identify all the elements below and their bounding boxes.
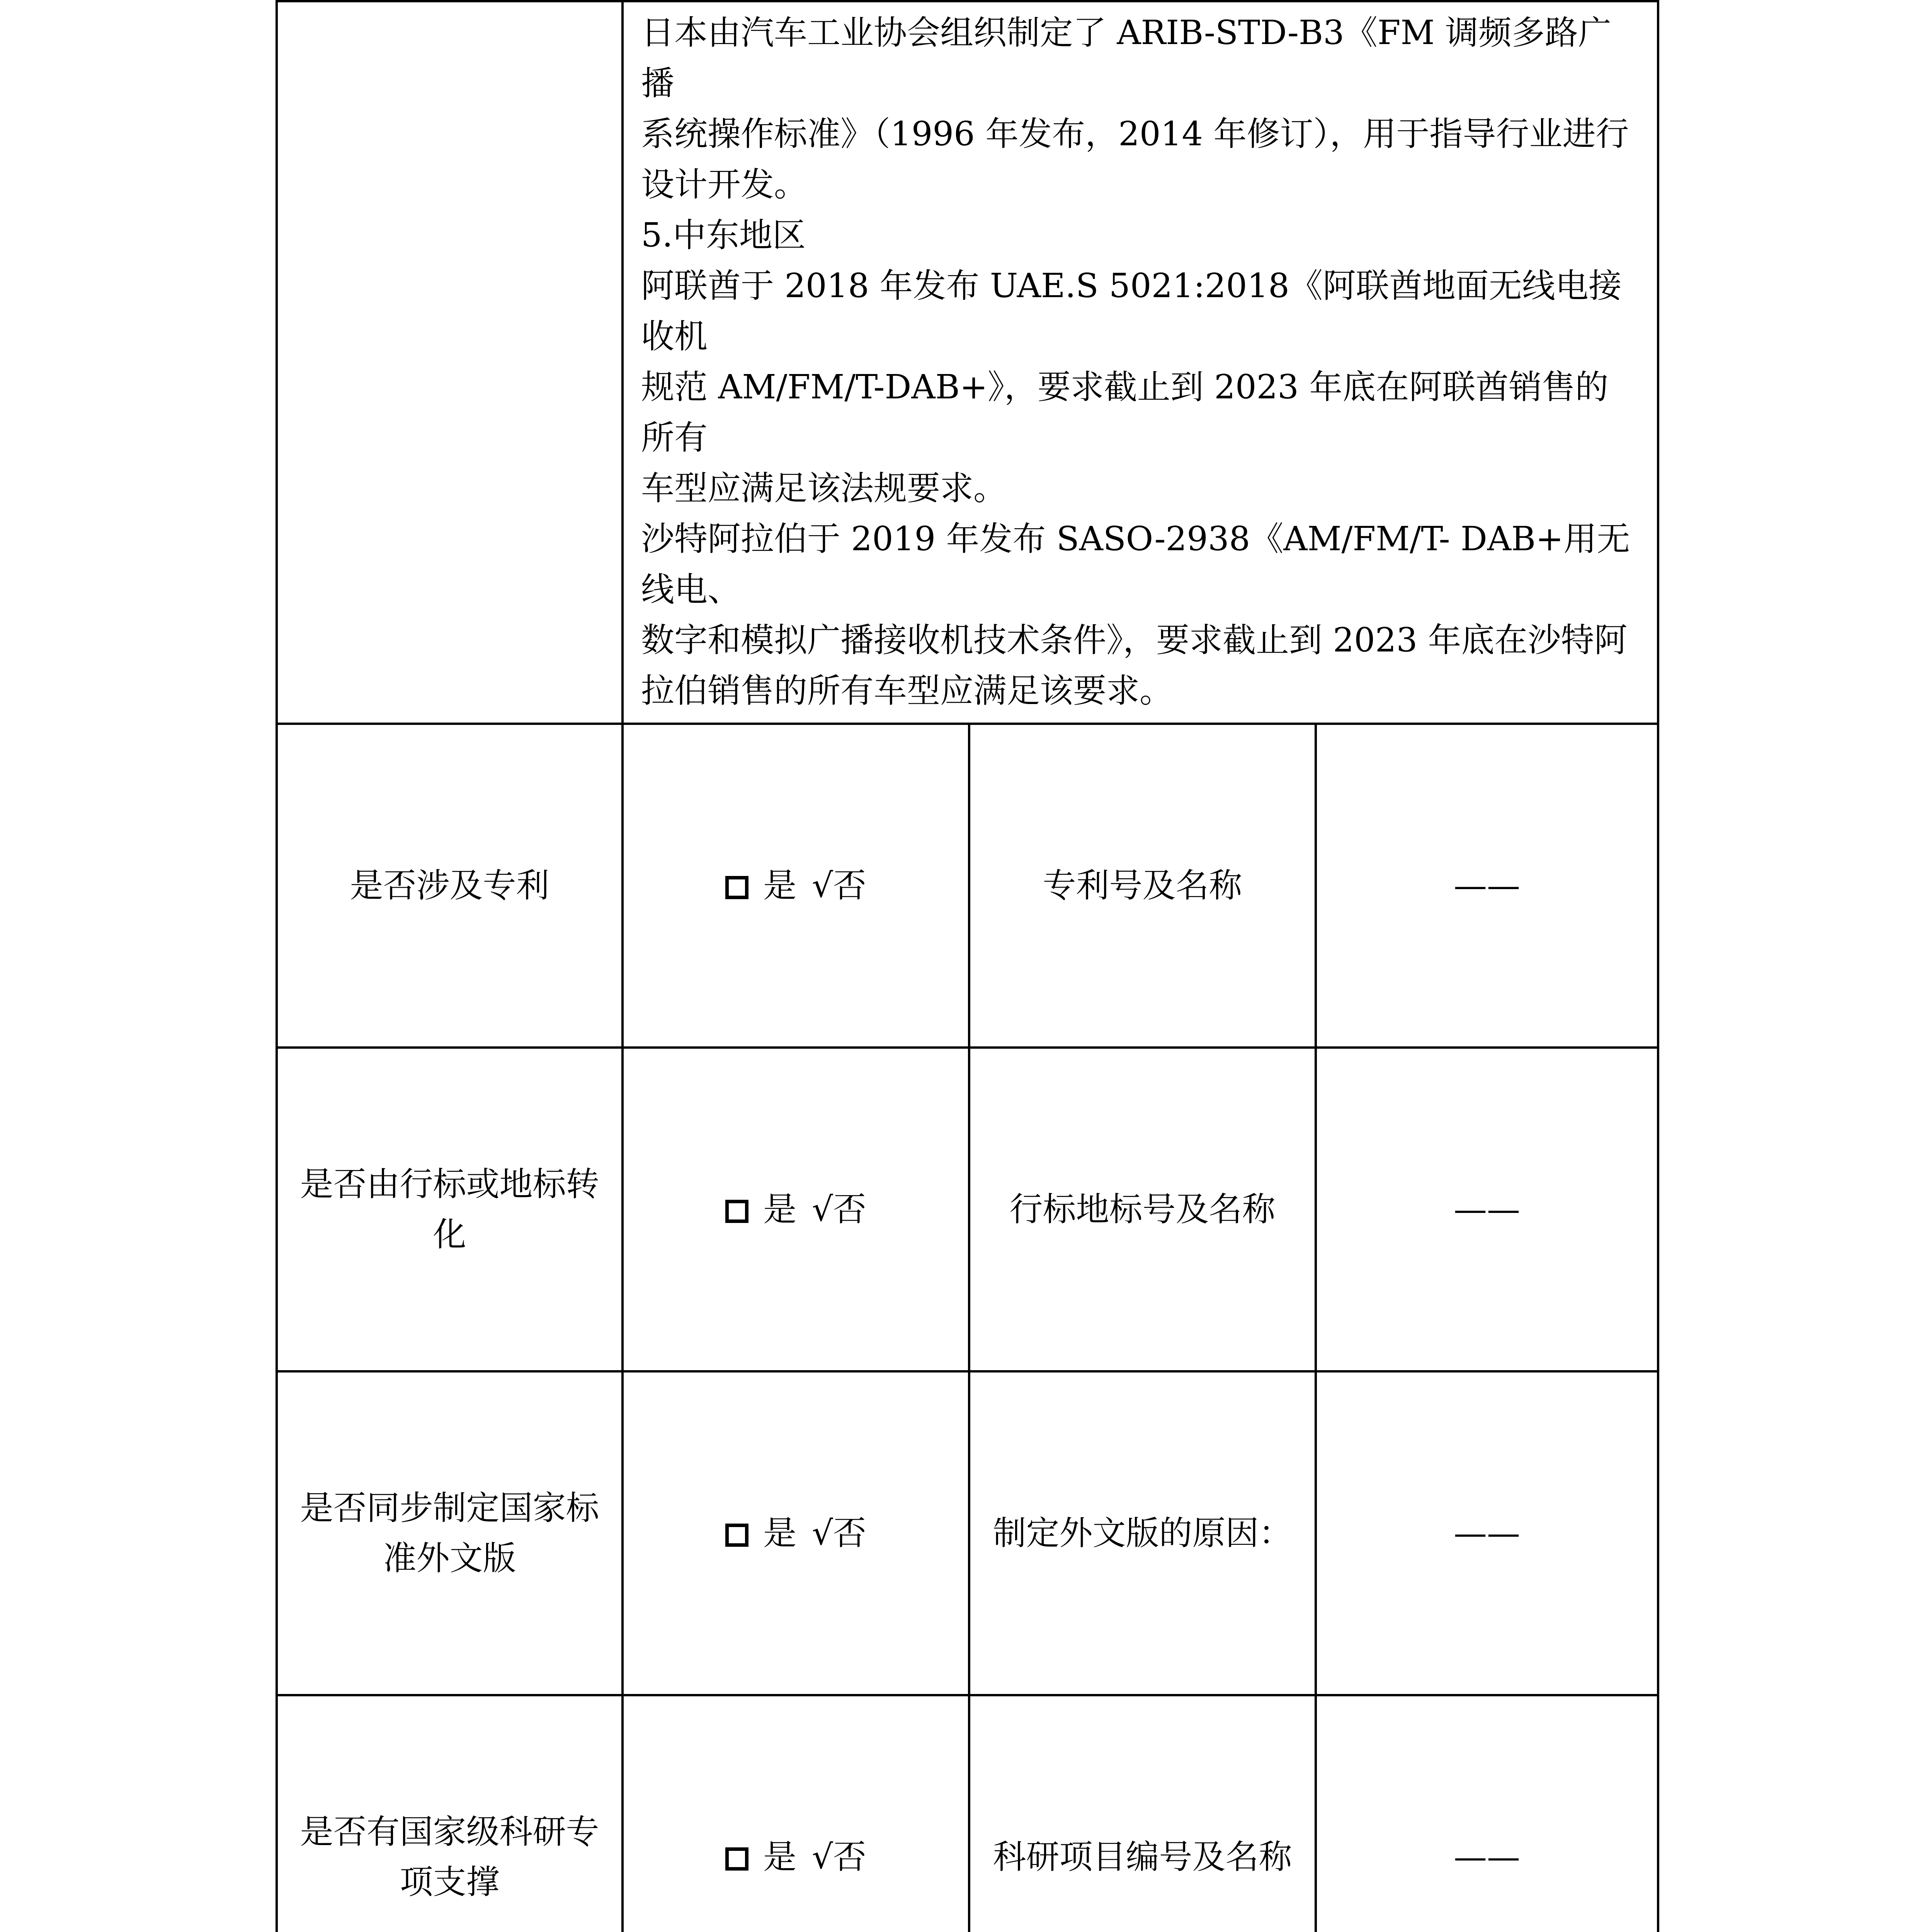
form-table [276,0,1659,1932]
patent-row [277,724,1658,1048]
checkbox-yes[interactable] [725,1524,748,1547]
checkbox-yes[interactable] [725,876,748,899]
check-mark: √ [812,866,833,905]
foreign-version-options [623,1371,969,1695]
intro-line: 数字和模拟广播接收机技术条件》，要求截止到 2023 年底在沙特阿 [641,621,1628,660]
yes-label: 是 [763,1514,797,1553]
checkbox-yes[interactable] [725,1847,748,1871]
yes-label: 是 [763,866,797,905]
patent-field-value: —— [1316,724,1658,1048]
no-label: 否 [833,866,866,905]
no-label: 否 [833,1514,866,1553]
patent-options [623,724,969,1048]
foreign-version-field-label: 制定外文版的原因： [969,1371,1316,1695]
no-label: 否 [833,1838,866,1876]
intro-line: 规范 AM/FM/T-DAB+》，要求截止到 2023 年底在阿联酋销售的所有 [641,368,1609,457]
conversion-label: 是否由行标或地标转化 [277,1048,623,1371]
intro-line: 拉伯销售的所有车型应满足该要求。 [641,672,1173,710]
research-row [277,1695,1658,1932]
foreign-version-label: 是否同步制定国家标准外文版 [277,1371,623,1695]
research-field-label: 科研项目编号及名称 [969,1695,1316,1932]
foreign-version-field-value: —— [1316,1371,1658,1695]
intro-left-cell [277,1,623,724]
patent-label: 是否涉及专利 [277,724,623,1048]
foreign-version-row [277,1371,1658,1695]
yes-label: 是 [763,1838,797,1876]
research-options [623,1695,969,1932]
no-label: 否 [833,1190,866,1229]
conversion-row [277,1048,1658,1371]
patent-field-label: 专利号及名称 [969,724,1316,1048]
intro-line: 系统操作标准》（1996 年发布，2014 年修订），用于指导行业进行 [641,115,1629,153]
intro-line: 5.中东地区 [641,216,806,255]
intro-row [277,1,1658,724]
research-field-value: —— [1316,1695,1658,1932]
intro-line: 沙特阿拉伯于 2019 年发布 SASO-2938《AM/FM/T- DAB+用无线电、 [641,520,1630,609]
intro-line: 车型应满足该法规要求。 [641,469,1007,508]
conversion-field-value: —— [1316,1048,1658,1371]
intro-line: 设计开发。 [641,165,807,204]
check-mark: √ [812,1514,833,1553]
intro-text-cell [623,1,1658,724]
check-mark: √ [812,1838,833,1876]
check-mark: √ [812,1190,833,1229]
intro-line: 阿联酋于 2018 年发布 UAE.S 5021:2018《阿联酋地面无线电接收机 [641,267,1622,356]
conversion-field-label: 行标地标号及名称 [969,1048,1316,1371]
intro-line: 日本由汽车工业协会组织制定了 ARIB-STD-B3《FM 调频多路广播 [641,14,1611,103]
conversion-options [623,1048,969,1371]
research-label: 是否有国家级科研专项支撑 [277,1695,623,1932]
yes-label: 是 [763,1190,797,1229]
checkbox-yes[interactable] [725,1200,748,1223]
